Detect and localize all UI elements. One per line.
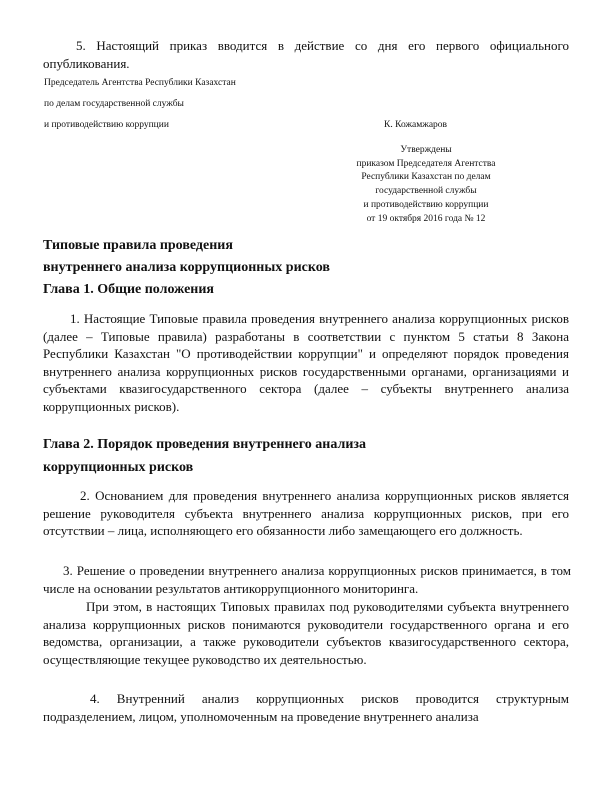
title-line-1: Типовые правила проведения	[43, 238, 233, 253]
approval-line: приказом Председателя Агентства	[356, 158, 496, 169]
chapter-2-heading	[43, 433, 563, 479]
chapter-2-line-1: Глава 2. Порядок проведения внутреннего анализа	[43, 437, 367, 452]
signature-block	[44, 73, 564, 136]
paragraph-1: 1. Настоящие Типовые правила проведения внутреннего анализа коррупционных рисков (далее – Типовые правила) разработаны в соответствии с пунктом 5 статьи 8 Закона Республики Казахстан "О противодействии коррупции" и определяют порядок проведения внутреннего анализа коррупционных рисков государственными органами, организациями и субъектами квазигосударственного сектора (далее – субъекты внутреннего анализа коррупционных рисков).	[43, 311, 569, 414]
paragraph-2: 2. Основанием для проведения внутреннего анализа коррупционных рисков является решение руководителя субъекта внутреннего анализа коррупционных рисков, при его отсутствии – лица, исполняющего его обязанности либо замещающего его должность.	[43, 488, 569, 538]
signature-line-3: и противодействию коррупции	[44, 120, 169, 130]
chapter-1-heading: Глава 1. Общие положения	[43, 282, 215, 297]
paragraph-3: 3. Решение о проведении внутреннего анализа коррупционных рисков принимается, в том числе на основании результатов антикоррупционного мониторинга.	[43, 563, 571, 596]
approval-line: государственной службы	[375, 186, 477, 197]
approval-line: Утверждены	[400, 145, 452, 155]
approval-line: и противодействию коррупции	[363, 199, 489, 210]
approval-line: от 19 октября 2016 года № 12	[366, 213, 486, 224]
signature-line-2: по делам государственной службы	[44, 99, 184, 109]
item-5-paragraph: 5. Настоящий приказ вводится в действие со дня его первого официального опубликования.	[43, 38, 569, 71]
approval-line: Республики Казахстан по делам	[361, 172, 491, 183]
title-line-2: внутреннего анализа коррупционных рисков	[43, 260, 330, 275]
signature-name: К. Кожамжаров	[384, 120, 448, 130]
chapter-2-line-2: коррупционных рисков	[43, 460, 194, 475]
signature-line-1: Председатель Агентства Республики Казахстан	[44, 78, 236, 88]
paragraph-3-note: При этом, в настоящих Типовых правилах под руководителями субъекта внутреннего анализа коррупционных рисков понимаются руководители государственного органа и его ведомства, организации, а также руководители субъектов квазигосударственного сектора, осуществляющие текущее руководство их деятельностью.	[43, 599, 569, 667]
approval-block	[318, 144, 534, 226]
document-title	[43, 235, 563, 301]
paragraph-4: 4. Внутренний анализ коррупционных рисков проводится структурным подразделением, лицом, уполномоченным на проведение внутреннего анализа	[43, 691, 569, 724]
